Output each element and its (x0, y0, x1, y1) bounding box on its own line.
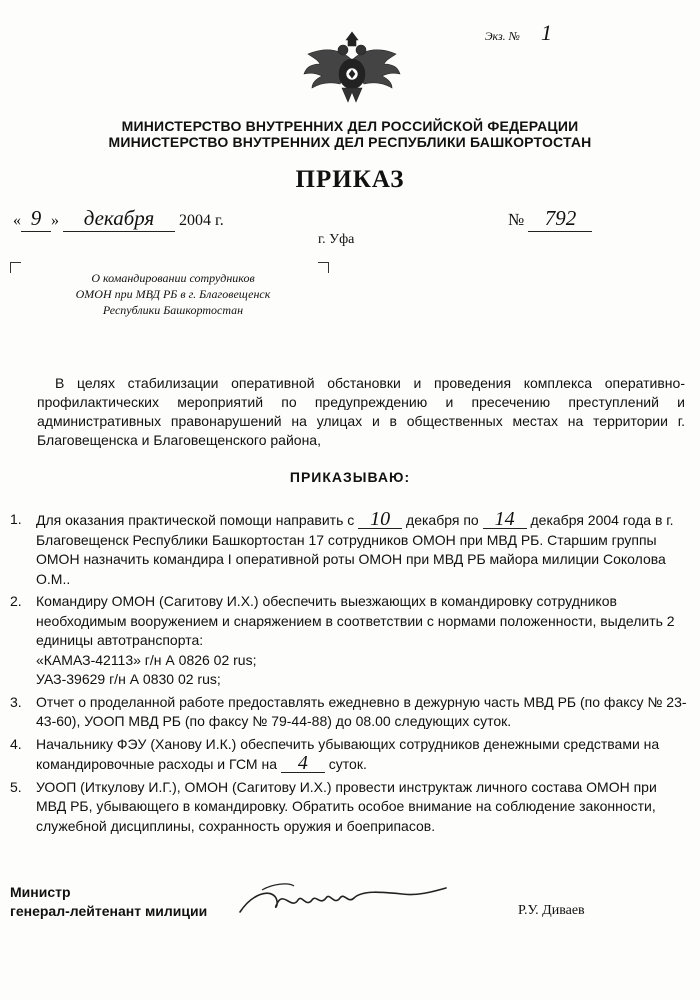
order-items-list (10, 510, 690, 839)
subject-line: О командировании сотрудников (91, 271, 255, 285)
order-item-text: декабря по (406, 512, 479, 528)
handwritten-end-day: 14 (483, 510, 527, 529)
date-year: 2004 г. (179, 212, 224, 229)
signer-position: Министр (10, 884, 71, 900)
order-item-number: 4. (10, 735, 22, 752)
order-item-text: декабря 2004 года в г. Благовещенск Республики Башкортостан 17 сотрудников ОМОН при МВД РБ. Старшим группы ОМОН назначить командира I оперативной роты ОМОН при МВД РБ майора милиции Соколова О.М.. (36, 512, 674, 587)
order-item (10, 693, 690, 732)
date-day: 9 (21, 206, 51, 232)
subject-line: ОМОН при МВД РБ в г. Благовещенск (75, 287, 271, 301)
order-item-text: Для оказания практической помощи направить с (36, 512, 355, 528)
signer-rank: генерал-лейтенант милиции (10, 903, 208, 919)
order-item-text: Отчет о проделанной работе предоставлять ежедневно в дежурную часть МВД РБ (по факсу № 23-43-60), УООП МВД РБ (по факсу № 79-44-88) до 08.00 следующих суток. (36, 693, 687, 729)
document-title: ПРИКАЗ (295, 166, 405, 193)
order-item-number: 3. (10, 693, 22, 710)
date-close-quote: » (51, 212, 59, 229)
order-item-text: Начальнику ФЭУ (Ханову И.К.) обеспечить убывающих сотрудников денежными средствами на командировочные расходы и ГСМ на (36, 735, 660, 772)
order-item-number: 5. (10, 778, 22, 795)
order-number (508, 206, 592, 232)
order-item (10, 592, 690, 690)
date-month: декабря (63, 206, 175, 232)
order-number-value: 792 (528, 206, 592, 232)
subject-corner-left (10, 262, 21, 273)
orders-heading: ПРИКАЗЫВАЮ: (289, 469, 411, 485)
order-item-number: 2. (10, 593, 22, 609)
order-item-text: суток. (328, 756, 367, 772)
order-city: г. Уфа (318, 232, 355, 247)
date-open-quote: « (13, 212, 21, 229)
preamble-text: В целях стабилизации оперативной обстановки и проведения комплекса оперативно-профилактических мероприятий по предупреждению и пресечению преступлений и административных правонарушений на улицах и в общественных местах на территории г. Благовещенска и Благовещенского района, (37, 375, 685, 448)
double-headed-eagle-emblem-icon (302, 30, 402, 108)
vehicle-line: УАЗ-39629 г/н А 0830 02 rus; (36, 671, 221, 687)
copy-number (485, 20, 552, 46)
order-item-text: УООП (Иткулову И.Г.), ОМОН (Сагитову И.Х.) провести инструктаж личного состава ОМОН при МВД РБ, убывающего в командировку. Обратить особое внимание на соблюдение законности, служебной дисциплины, сохранность оружия и боеприпасов. (36, 778, 657, 834)
order-item-text: Командиру ОМОН (Сагитову И.Х.) обеспечить выезжающих в командировку сотрудников необходимым вооружением и снаряжением в соответствии с нормами положенности, выделить 2 единицы автотранспорта: (36, 593, 675, 648)
order-item (10, 510, 690, 589)
handwritten-signature-icon (232, 872, 452, 922)
preamble-paragraph (37, 374, 685, 450)
order-number-label: № (508, 210, 525, 229)
copy-label: Экз. № (484, 29, 520, 43)
ministry-line-federal: МИНИСТЕРСТВО ВНУТРЕННИХ ДЕЛ РОССИЙСКОЙ ФЕДЕРАЦИИ (121, 118, 579, 134)
order-item-number: 1. (10, 511, 22, 527)
order-item (10, 778, 690, 837)
handwritten-days: 4 (281, 754, 325, 773)
ministry-line-republic: МИНИСТЕРСТВО ВНУТРЕННИХ ДЕЛ РЕСПУБЛИКИ БАШКОРТОСТАН (108, 134, 592, 150)
order-subject (28, 270, 318, 318)
order-item (10, 735, 690, 775)
subject-corner-right (318, 262, 329, 273)
signer-name: Р.У. Диваев (518, 903, 585, 918)
subject-line: Республики Башкортостан (102, 303, 244, 317)
copy-number-value: 1 (541, 20, 552, 45)
handwritten-start-day: 10 (358, 510, 402, 529)
vehicle-line: «КАМАЗ-42113» г/н А 0826 02 rus; (36, 651, 257, 668)
order-date (13, 206, 224, 232)
